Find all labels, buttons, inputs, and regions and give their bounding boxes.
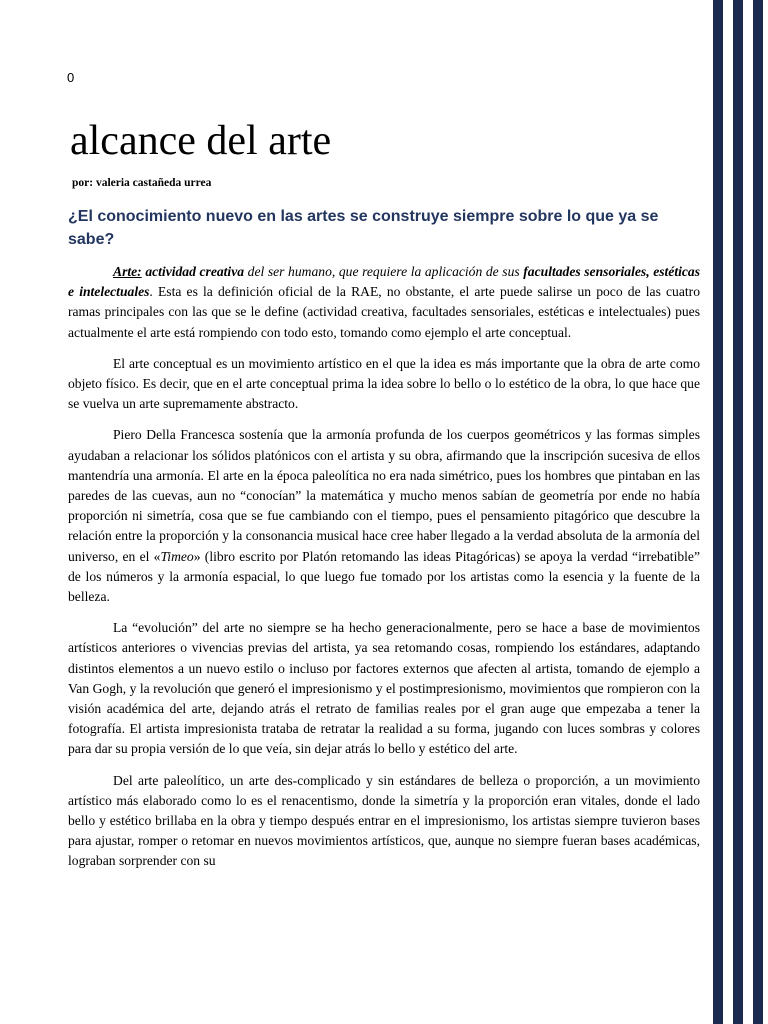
definition-bold-2: facultades sensoriales, estéticas e intelectuales [68, 264, 701, 300]
document-body [68, 262, 700, 883]
paragraph-2: El arte conceptual es un movimiento artístico en el que la idea es más importante que la obra de arte como objeto físico. Es decir, que en el arte conceptual prima la idea sobre lo bello o lo estético de la obra, lo que hace que se vuelva un arte supremamente abstracto. [68, 355, 700, 412]
definition-bold-1: actividad creativa [145, 264, 245, 279]
paragraph-5: Del arte paleolítico, un arte des-complicado y sin estándares de belleza o proporción, a un movimiento artístico más elaborado como lo es el renacentismo, donde la simetría y la proporción eran vitales, donde el lado bello y estético brillaba en la obra y tiempo después entrar en el impresionismo, los artistas siempre tuvieron bases para ajustar, romper o retomar en nuevos movimientos artísticos, que, aunque no siempre fueran bases académicas, lograban sorprender con su [68, 772, 700, 869]
page-number: 0 [67, 70, 75, 85]
stripe-1 [713, 0, 723, 1024]
paragraph-1 [68, 262, 700, 343]
paragraph-3 [68, 425, 700, 607]
stripe-2 [733, 0, 743, 1024]
paragraph-3-b: » (libro escrito por Platón retomando las ideas Pitagóricas) se apoya la verdad “irrebatible” de los números y la armonía espacial, lo que luego fue tomado por los artistas como la esencia y la fuente de la belleza. [68, 548, 700, 605]
paragraph-1-rest: . Esta es la definición oficial de la RAE, no obstante, el arte puede salirse un poco de las cuatro ramas principales con las que se le define (actividad creativa, facultades sensoriales, estéticas e intelectuales) pues actualmente el arte está rompiendo con todo esto, tomando como ejemplo el arte conceptual. [68, 284, 700, 340]
section-question: ¿El conocimiento nuevo en las artes se construye siempre sobre lo que ya se sabe? [68, 208, 659, 249]
decorative-stripes [710, 0, 768, 1024]
author-line: por: valeria castañeda urrea [72, 177, 212, 189]
stripe-3 [753, 0, 763, 1024]
paragraph-3-a: Piero Della Francesca sostenía que la armonía profunda de los cuerpos geométricos y las formas simples ayudaban a relacionar los sólidos platónicos con el artista y su obra, afirmando que la inscripción sucesiva de ellos mantendría una armonía. El arte en la época paleolítica no era nada simétrico, pues los hombres que pintaban en las paredes de las cuevas, aun no “conocían” la matemática y mucho menos sabían de geometría por ende no había proporción ni simetría, cosa que se fue cambiando con el tiempo, pues el pensamiento pitagórico que descubre la relación entre la proporción y la consonancia musical hace cree haber llegado a la verdad absoluta de la armonía del universo, en el « [68, 427, 700, 564]
definition-italic: del ser humano, que requiere la aplicación de sus [244, 264, 524, 279]
term-arte: Arte: [113, 264, 142, 279]
document-title: alcance del arte [70, 118, 332, 164]
timeo-title: Timeo [160, 548, 194, 564]
paragraph-4: La “evolución” del arte no siempre se ha hecho generacionalmente, pero se hace a base de movimientos artísticos anteriores o vivencias previas del artista, ya sea retomando cosas, rompiendo los estándares, adaptando distintos elementos a un nuevo estilo o incluso por factores externos que afecten al artista, tomando de ejemplo a Van Gogh, y la revolución que generó el impresionismo y el postimpresionismo, movimientos que rompieron con la visión académica del arte, dejando atrás el retrato de familias reales por el gran auge que empezaba a tener la fotografía. El artista impresionista trataba de retratar la realidad a su forma, jugando con luces sombras y colores para dar su propia versión de lo que veía, sin dejar atrás lo bello y estético del arte. [68, 620, 700, 757]
